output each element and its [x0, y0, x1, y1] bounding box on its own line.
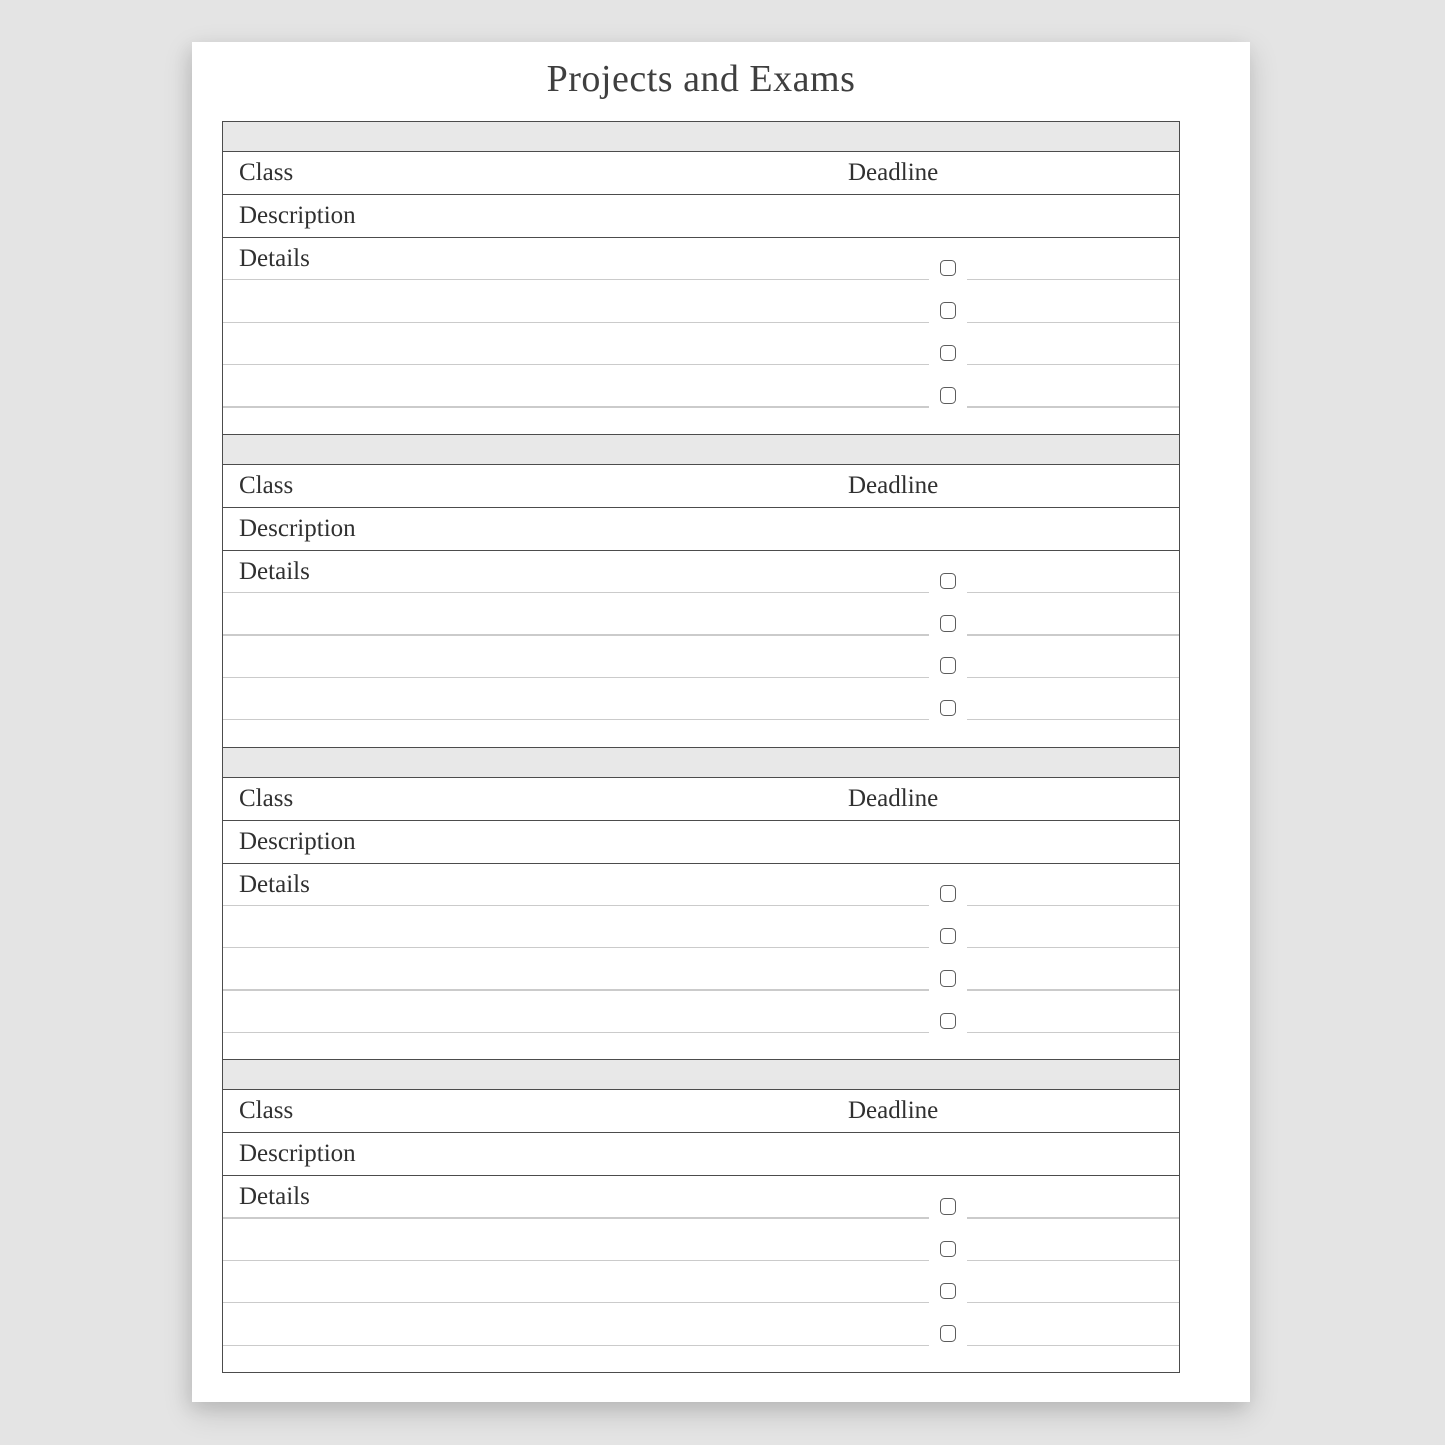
detail-checkbox[interactable] [940, 970, 956, 987]
detail-writing-line [223, 1032, 929, 1033]
section-header-bar [223, 435, 1179, 465]
section-header-bar [223, 748, 1179, 778]
section-filler [223, 1033, 1179, 1059]
detail-writing-line [223, 1345, 929, 1346]
note-writing-line [967, 1032, 1179, 1033]
project-section [223, 435, 1179, 748]
note-writing-line [967, 406, 1179, 407]
details-label: Details [239, 245, 310, 273]
detail-writing-line [223, 719, 929, 720]
deadline-label: Deadline [848, 784, 939, 812]
project-section [223, 748, 1179, 1061]
detail-checkbox[interactable] [940, 302, 956, 319]
detail-checkbox[interactable] [940, 928, 956, 945]
description-label: Description [239, 202, 356, 229]
detail-checkbox[interactable] [940, 260, 956, 277]
detail-checkbox[interactable] [940, 573, 956, 590]
project-section [223, 122, 1179, 435]
detail-row [223, 593, 1179, 635]
section-header-bar [223, 122, 1179, 152]
detail-row [223, 551, 1179, 593]
page-title: Projects and Exams [546, 58, 856, 100]
detail-checkbox[interactable] [940, 615, 956, 632]
detail-checkbox[interactable] [940, 700, 956, 717]
detail-row [223, 678, 1179, 720]
detail-writing-line [223, 406, 929, 407]
detail-checkbox[interactable] [940, 1013, 956, 1030]
deadline-label: Deadline [848, 471, 939, 499]
detail-checkbox[interactable] [940, 1325, 956, 1342]
detail-row [223, 1261, 1179, 1303]
description-label: Description [239, 1140, 356, 1168]
detail-row [223, 1303, 1179, 1345]
deadline-label: Deadline [848, 1097, 939, 1125]
class-deadline-row [223, 1090, 1179, 1133]
detail-row [223, 238, 1179, 280]
detail-checkbox[interactable] [940, 387, 956, 404]
detail-row [223, 991, 1179, 1033]
detail-checkbox[interactable] [940, 345, 956, 362]
detail-checkbox[interactable] [940, 885, 956, 902]
class-label: Class [239, 784, 294, 812]
section-header-bar [223, 1060, 1179, 1090]
detail-checkbox[interactable] [940, 1198, 956, 1215]
detail-row [223, 280, 1179, 322]
section-filler [223, 408, 1179, 434]
class-label: Class [239, 471, 294, 499]
details-label: Details [239, 1183, 310, 1211]
description-row [223, 195, 1179, 238]
detail-row [223, 323, 1179, 365]
description-row [223, 508, 1179, 551]
details-area [223, 864, 1179, 1060]
deadline-label: Deadline [848, 159, 939, 186]
detail-row [223, 636, 1179, 678]
description-row [223, 1133, 1179, 1176]
description-row [223, 821, 1179, 864]
detail-row [223, 365, 1179, 407]
details-label: Details [239, 870, 310, 898]
detail-checkbox[interactable] [940, 1241, 956, 1258]
detail-checkbox[interactable] [940, 657, 956, 674]
class-label: Class [239, 1097, 294, 1125]
section-filler [223, 720, 1179, 746]
section-filler [223, 1346, 1179, 1372]
details-label: Details [239, 557, 310, 585]
projects-exams-table [222, 121, 1180, 1373]
detail-row [223, 948, 1179, 990]
class-deadline-row [223, 778, 1179, 821]
detail-row [223, 906, 1179, 948]
project-section [223, 1060, 1179, 1372]
details-area [223, 238, 1179, 434]
note-writing-line [967, 719, 1179, 720]
class-deadline-row [223, 465, 1179, 508]
details-area [223, 551, 1179, 747]
note-writing-line [967, 1345, 1179, 1346]
details-area [223, 1176, 1179, 1372]
detail-row [223, 1176, 1179, 1218]
class-label: Class [239, 159, 294, 186]
class-deadline-row [223, 152, 1179, 195]
detail-row [223, 864, 1179, 906]
planner-page [192, 42, 1250, 1402]
detail-row [223, 1219, 1179, 1261]
description-label: Description [239, 514, 356, 542]
detail-checkbox[interactable] [940, 1283, 956, 1300]
description-label: Description [239, 827, 356, 855]
